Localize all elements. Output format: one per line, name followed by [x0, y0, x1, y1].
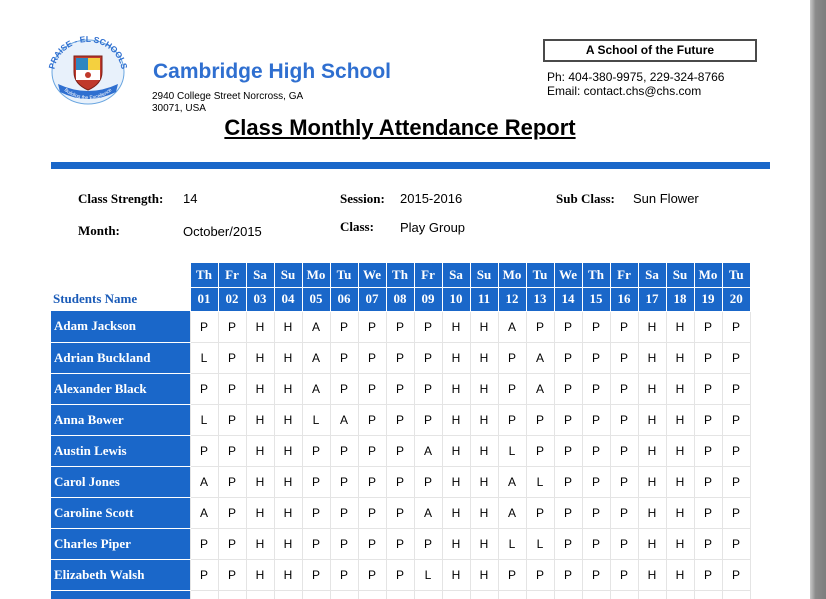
attendance-mark: H	[666, 404, 694, 435]
attendance-mark: H	[246, 311, 274, 342]
date-header: 14	[554, 287, 582, 311]
attendance-mark: P	[694, 404, 722, 435]
sub-class-value: Sun Flower	[633, 191, 699, 206]
day-header: Tu	[330, 263, 358, 287]
attendance-mark: P	[722, 559, 750, 590]
attendance-mark: P	[218, 435, 246, 466]
attendance-table	[51, 263, 751, 599]
attendance-mark	[414, 590, 442, 599]
page-shadow-edge	[810, 0, 826, 599]
attendance-mark: P	[330, 559, 358, 590]
attendance-mark: H	[666, 559, 694, 590]
date-header: 07	[358, 287, 386, 311]
attendance-mark: P	[554, 311, 582, 342]
attendance-mark	[526, 590, 554, 599]
table-row	[51, 497, 750, 528]
attendance-mark: P	[582, 373, 610, 404]
table-row	[51, 435, 750, 466]
attendance-mark: H	[246, 466, 274, 497]
attendance-mark: P	[302, 559, 330, 590]
attendance-mark: P	[722, 373, 750, 404]
attendance-mark: P	[302, 528, 330, 559]
attendance-mark: H	[274, 466, 302, 497]
attendance-mark: L	[302, 404, 330, 435]
attendance-mark: P	[554, 435, 582, 466]
day-header: Th	[386, 263, 414, 287]
attendance-mark: P	[386, 311, 414, 342]
attendance-mark: P	[330, 528, 358, 559]
day-header: Tu	[722, 263, 750, 287]
attendance-mark: P	[554, 373, 582, 404]
attendance-mark: P	[386, 559, 414, 590]
student-name: Carol Jones	[51, 466, 190, 497]
attendance-mark: P	[694, 466, 722, 497]
attendance-mark: P	[358, 559, 386, 590]
svg-text:Building the Excellence: Building the Excellence	[62, 87, 114, 102]
attendance-mark: P	[498, 404, 526, 435]
attendance-mark	[442, 590, 470, 599]
day-header: Sa	[442, 263, 470, 287]
attendance-mark: P	[414, 373, 442, 404]
day-header: We	[554, 263, 582, 287]
class-strength-value: 14	[183, 191, 198, 206]
attendance-mark: P	[330, 435, 358, 466]
date-header: 06	[330, 287, 358, 311]
attendance-mark	[274, 590, 302, 599]
attendance-mark: P	[610, 404, 638, 435]
attendance-mark	[666, 590, 694, 599]
attendance-mark: P	[358, 466, 386, 497]
attendance-mark: P	[554, 497, 582, 528]
attendance-mark: H	[274, 342, 302, 373]
attendance-mark: H	[470, 342, 498, 373]
attendance-mark	[610, 590, 638, 599]
student-name: Austin Lewis	[51, 435, 190, 466]
attendance-mark: P	[610, 559, 638, 590]
attendance-mark: H	[638, 497, 666, 528]
attendance-mark: H	[274, 559, 302, 590]
attendance-mark: P	[358, 311, 386, 342]
attendance-mark: P	[554, 404, 582, 435]
address-line1: 2940 College Street Norcross, GA	[152, 91, 304, 102]
date-header: 01	[190, 287, 218, 311]
attendance-mark	[498, 590, 526, 599]
attendance-mark: P	[694, 559, 722, 590]
attendance-mark: P	[218, 466, 246, 497]
attendance-mark: P	[582, 404, 610, 435]
attendance-mark	[470, 590, 498, 599]
contact-info	[547, 70, 724, 98]
attendance-mark: H	[638, 342, 666, 373]
attendance-mark: A	[526, 342, 554, 373]
attendance-mark: P	[414, 311, 442, 342]
day-header: Su	[666, 263, 694, 287]
attendance-mark: P	[190, 311, 218, 342]
attendance-mark: P	[610, 466, 638, 497]
table-row	[51, 373, 750, 404]
date-header: 11	[470, 287, 498, 311]
date-header: 18	[666, 287, 694, 311]
attendance-mark: P	[554, 342, 582, 373]
day-header: Fr	[414, 263, 442, 287]
attendance-mark: P	[358, 373, 386, 404]
attendance-mark: P	[218, 404, 246, 435]
attendance-mark: P	[414, 528, 442, 559]
attendance-mark: P	[414, 342, 442, 373]
attendance-mark: P	[582, 311, 610, 342]
attendance-mark: L	[498, 435, 526, 466]
attendance-mark: H	[442, 342, 470, 373]
attendance-mark	[218, 590, 246, 599]
attendance-mark: H	[470, 435, 498, 466]
attendance-mark: H	[274, 435, 302, 466]
attendance-mark: P	[526, 559, 554, 590]
attendance-mark: P	[218, 342, 246, 373]
attendance-mark: H	[442, 435, 470, 466]
attendance-mark: P	[526, 404, 554, 435]
date-header-row	[51, 287, 750, 311]
attendance-mark: L	[526, 528, 554, 559]
attendance-mark: A	[302, 373, 330, 404]
day-header: We	[358, 263, 386, 287]
attendance-mark: H	[470, 559, 498, 590]
header-divider	[51, 162, 770, 169]
attendance-mark: L	[498, 528, 526, 559]
date-header: 05	[302, 287, 330, 311]
class-value: Play Group	[400, 220, 466, 235]
attendance-mark: H	[638, 528, 666, 559]
attendance-mark: P	[610, 311, 638, 342]
attendance-mark	[694, 590, 722, 599]
attendance-mark: P	[218, 311, 246, 342]
attendance-mark: A	[302, 311, 330, 342]
attendance-mark: H	[442, 497, 470, 528]
attendance-mark: H	[442, 311, 470, 342]
attendance-mark: P	[694, 342, 722, 373]
attendance-mark: A	[190, 466, 218, 497]
attendance-mark: P	[190, 373, 218, 404]
attendance-mark: H	[274, 404, 302, 435]
table-row	[51, 311, 750, 342]
attendance-mark: P	[358, 404, 386, 435]
attendance-mark: P	[414, 404, 442, 435]
attendance-mark: H	[666, 311, 694, 342]
class-label: Class:	[340, 219, 374, 234]
sub-class-label: Sub Class:	[556, 191, 615, 206]
attendance-mark: H	[246, 404, 274, 435]
attendance-mark: P	[358, 435, 386, 466]
attendance-mark: A	[498, 311, 526, 342]
attendance-mark: P	[386, 373, 414, 404]
date-header: 09	[414, 287, 442, 311]
attendance-mark: P	[610, 497, 638, 528]
header-blank-cell	[51, 263, 190, 287]
attendance-mark: H	[638, 435, 666, 466]
date-header: 17	[638, 287, 666, 311]
attendance-mark: H	[246, 373, 274, 404]
svg-text:PRAISE - EL SCHOOLS: PRAISE - EL SCHOOLS	[46, 33, 130, 70]
attendance-mark: P	[302, 435, 330, 466]
attendance-mark: H	[470, 497, 498, 528]
session-label: Session:	[340, 191, 385, 206]
attendance-mark: H	[638, 466, 666, 497]
day-header: Mo	[302, 263, 330, 287]
date-header: 04	[274, 287, 302, 311]
attendance-mark: H	[638, 311, 666, 342]
attendance-mark: H	[666, 373, 694, 404]
date-header: 10	[442, 287, 470, 311]
attendance-mark: P	[554, 528, 582, 559]
attendance-mark: A	[526, 373, 554, 404]
attendance-mark: P	[694, 497, 722, 528]
date-header: 03	[246, 287, 274, 311]
attendance-mark: A	[498, 497, 526, 528]
attendance-mark: H	[246, 559, 274, 590]
attendance-mark: P	[554, 559, 582, 590]
attendance-mark: H	[274, 311, 302, 342]
attendance-mark: H	[470, 466, 498, 497]
attendance-mark	[386, 590, 414, 599]
class-strength-label: Class Strength:	[78, 191, 164, 206]
day-header: Su	[470, 263, 498, 287]
email-text: Email: contact.chs@chs.com	[547, 84, 702, 98]
date-header: 16	[610, 287, 638, 311]
attendance-mark: P	[218, 559, 246, 590]
attendance-mark: P	[526, 435, 554, 466]
attendance-mark: H	[442, 373, 470, 404]
attendance-mark: P	[722, 435, 750, 466]
date-header: 13	[526, 287, 554, 311]
attendance-mark: H	[666, 342, 694, 373]
school-address	[152, 91, 352, 115]
attendance-mark: A	[190, 497, 218, 528]
attendance-mark: P	[358, 528, 386, 559]
attendance-mark: P	[302, 466, 330, 497]
attendance-mark: H	[638, 373, 666, 404]
attendance-mark: P	[554, 466, 582, 497]
day-header: Th	[190, 263, 218, 287]
attendance-mark: H	[442, 559, 470, 590]
attendance-mark: H	[666, 528, 694, 559]
day-header: Mo	[498, 263, 526, 287]
attendance-mark: L	[190, 342, 218, 373]
attendance-mark: P	[582, 466, 610, 497]
attendance-mark: P	[218, 373, 246, 404]
date-header: 19	[694, 287, 722, 311]
school-logo	[40, 32, 136, 106]
attendance-mark: P	[610, 373, 638, 404]
table-row	[51, 590, 750, 599]
attendance-mark: P	[218, 528, 246, 559]
table-row	[51, 342, 750, 373]
attendance-mark: P	[722, 528, 750, 559]
attendance-mark	[302, 590, 330, 599]
student-name: Charles Piper	[51, 528, 190, 559]
attendance-mark: P	[610, 342, 638, 373]
attendance-mark	[722, 590, 750, 599]
attendance-mark: H	[470, 404, 498, 435]
student-name: Anna Bower	[51, 404, 190, 435]
attendance-mark: P	[498, 373, 526, 404]
attendance-mark: P	[582, 435, 610, 466]
attendance-mark: H	[246, 342, 274, 373]
attendance-mark: L	[526, 466, 554, 497]
attendance-mark: P	[330, 311, 358, 342]
student-name: Elizabeth Walsh	[51, 559, 190, 590]
attendance-mark: A	[330, 404, 358, 435]
attendance-mark: P	[722, 311, 750, 342]
attendance-mark: H	[442, 404, 470, 435]
school-name: Cambridge High School	[153, 60, 392, 83]
student-name: Adam Jackson	[51, 311, 190, 342]
table-row	[51, 404, 750, 435]
attendance-mark: P	[722, 404, 750, 435]
attendance-mark: P	[386, 528, 414, 559]
attendance-mark	[638, 590, 666, 599]
date-header: 20	[722, 287, 750, 311]
attendance-mark: H	[470, 311, 498, 342]
day-header-row	[51, 263, 750, 287]
date-header: 08	[386, 287, 414, 311]
attendance-mark: P	[526, 311, 554, 342]
attendance-mark: P	[526, 497, 554, 528]
attendance-mark: P	[386, 404, 414, 435]
attendance-mark: P	[190, 528, 218, 559]
attendance-mark: H	[274, 497, 302, 528]
attendance-mark: A	[414, 497, 442, 528]
attendance-mark: P	[386, 342, 414, 373]
day-header: Fr	[218, 263, 246, 287]
attendance-mark: P	[330, 497, 358, 528]
attendance-mark: P	[330, 373, 358, 404]
attendance-mark: P	[610, 528, 638, 559]
month-value: October/2015	[183, 224, 262, 239]
attendance-mark: H	[638, 559, 666, 590]
attendance-mark: H	[246, 497, 274, 528]
report-title: Class Monthly Attendance Report	[224, 115, 576, 140]
date-header: 12	[498, 287, 526, 311]
attendance-mark: P	[582, 528, 610, 559]
session-value: 2015-2016	[400, 191, 463, 206]
student-name: Adrian Buckland	[51, 342, 190, 373]
attendance-body	[51, 311, 750, 599]
attendance-mark	[190, 590, 218, 599]
attendance-mark: P	[694, 528, 722, 559]
attendance-mark: P	[358, 497, 386, 528]
attendance-mark: A	[302, 342, 330, 373]
day-header: Tu	[526, 263, 554, 287]
student-name: Alexander Black	[51, 373, 190, 404]
date-header: 15	[582, 287, 610, 311]
attendance-mark	[246, 590, 274, 599]
day-header: Mo	[694, 263, 722, 287]
attendance-mark: P	[582, 342, 610, 373]
attendance-mark: P	[722, 466, 750, 497]
phone-text: Ph: 404-380-9975, 229-324-8766	[547, 70, 725, 84]
attendance-mark: P	[582, 559, 610, 590]
attendance-mark: H	[442, 528, 470, 559]
address-line2: 30071, USA	[152, 103, 206, 114]
attendance-mark: H	[638, 404, 666, 435]
attendance-mark: H	[470, 528, 498, 559]
attendance-mark: H	[442, 466, 470, 497]
attendance-mark: P	[218, 497, 246, 528]
attendance-mark: P	[722, 497, 750, 528]
attendance-mark	[554, 590, 582, 599]
attendance-mark: P	[302, 497, 330, 528]
day-header: Su	[274, 263, 302, 287]
attendance-mark: P	[386, 466, 414, 497]
attendance-mark: P	[358, 342, 386, 373]
day-header: Th	[582, 263, 610, 287]
attendance-mark: H	[666, 435, 694, 466]
student-name	[51, 590, 190, 599]
attendance-mark: H	[274, 528, 302, 559]
attendance-mark: P	[722, 342, 750, 373]
attendance-mark: P	[610, 435, 638, 466]
date-header: 02	[218, 287, 246, 311]
student-name: Caroline Scott	[51, 497, 190, 528]
attendance-mark	[358, 590, 386, 599]
table-row	[51, 559, 750, 590]
attendance-mark: H	[246, 528, 274, 559]
day-header: Fr	[610, 263, 638, 287]
attendance-mark: P	[386, 497, 414, 528]
table-row	[51, 528, 750, 559]
attendance-mark: H	[470, 373, 498, 404]
attendance-mark: P	[190, 559, 218, 590]
attendance-mark: H	[274, 373, 302, 404]
attendance-mark: P	[330, 466, 358, 497]
attendance-mark: A	[414, 435, 442, 466]
attendance-mark	[330, 590, 358, 599]
attendance-mark: P	[498, 342, 526, 373]
attendance-mark: L	[190, 404, 218, 435]
attendance-mark: P	[694, 311, 722, 342]
attendance-mark: P	[498, 559, 526, 590]
table-row	[51, 466, 750, 497]
school-tagline: A School of the Future	[543, 39, 757, 62]
attendance-mark: P	[582, 497, 610, 528]
attendance-mark: H	[246, 435, 274, 466]
attendance-mark: P	[190, 435, 218, 466]
attendance-mark	[582, 590, 610, 599]
attendance-mark: L	[414, 559, 442, 590]
day-header: Sa	[638, 263, 666, 287]
attendance-mark: A	[498, 466, 526, 497]
attendance-mark: P	[414, 466, 442, 497]
month-label: Month:	[78, 223, 120, 238]
day-header: Sa	[246, 263, 274, 287]
students-name-header: Students Name	[51, 287, 190, 311]
attendance-mark: P	[694, 373, 722, 404]
attendance-mark: H	[666, 497, 694, 528]
attendance-mark: P	[330, 342, 358, 373]
attendance-mark: P	[694, 435, 722, 466]
attendance-mark: H	[666, 466, 694, 497]
attendance-mark: P	[386, 435, 414, 466]
